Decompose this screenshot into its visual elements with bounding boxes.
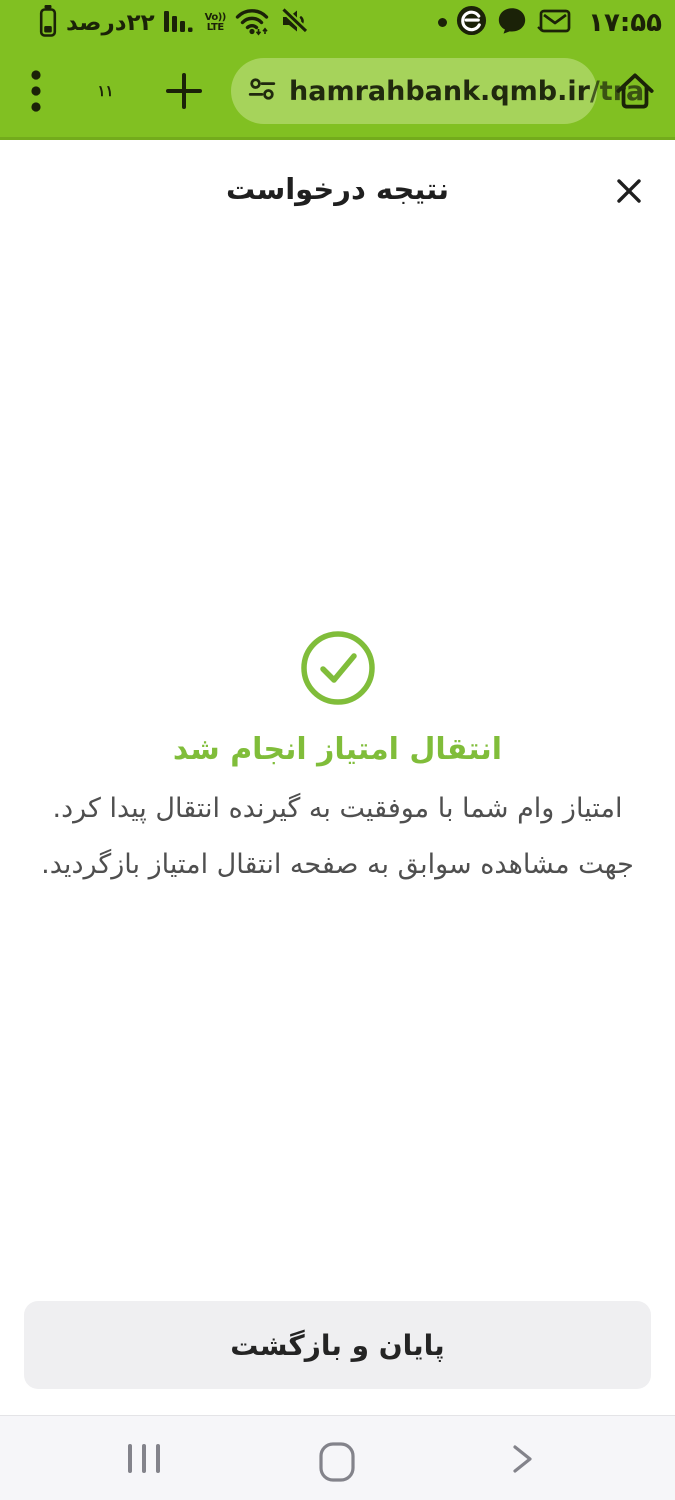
tab-count-label: ۱۱ — [97, 82, 114, 100]
android-nav-bar — [0, 1415, 675, 1500]
battery-icon — [38, 4, 58, 41]
clock-label: ۱۷:۵۵ — [588, 7, 662, 38]
success-title: انتقال امتیاز انجام شد — [172, 732, 503, 767]
result-section — [0, 628, 675, 893]
volte-icon: Vo)) LTE — [204, 11, 226, 33]
recent-apps-button[interactable] — [128, 1444, 160, 1473]
tab-switcher-button[interactable] — [84, 70, 127, 113]
browser-menu-button[interactable] — [30, 68, 42, 114]
page-title: نتیجه درخواست — [226, 172, 449, 206]
status-bar-left — [38, 4, 312, 41]
browser-toolbar — [0, 45, 675, 140]
chat-bubble-icon — [496, 5, 528, 40]
site-settings-icon[interactable] — [247, 74, 277, 108]
url-host: hamrahbank.qmb.ir — [289, 75, 590, 107]
close-button[interactable] — [609, 172, 649, 212]
battery-percent-label: ۲۲درصد — [66, 9, 155, 36]
status-bar-right — [438, 4, 662, 41]
page-header — [0, 158, 675, 228]
new-tab-button[interactable] — [161, 68, 207, 114]
back-nav-button[interactable] — [508, 1443, 536, 1478]
mute-icon — [278, 6, 312, 40]
success-check-icon — [298, 628, 378, 712]
signal-strength-icon — [163, 8, 197, 38]
success-description: امتیاز وام شما با موفقیت به گیرنده انتقال پیدا کرد. جهت مشاهده سوابق به صفحه انتقال امتیاز بازگردید. — [41, 793, 634, 880]
status-bar — [0, 0, 675, 45]
message-envelope-icon — [536, 6, 574, 40]
messenger-app-icon — [455, 4, 488, 41]
finish-return-button[interactable]: پایان و بازگشت — [24, 1301, 651, 1389]
notification-dot-icon — [438, 18, 447, 27]
wifi-icon — [234, 5, 270, 41]
home-nav-button[interactable] — [317, 1441, 357, 1486]
url-text[interactable] — [289, 76, 644, 107]
url-path: /tra — [589, 75, 645, 107]
url-bar[interactable] — [231, 58, 645, 124]
